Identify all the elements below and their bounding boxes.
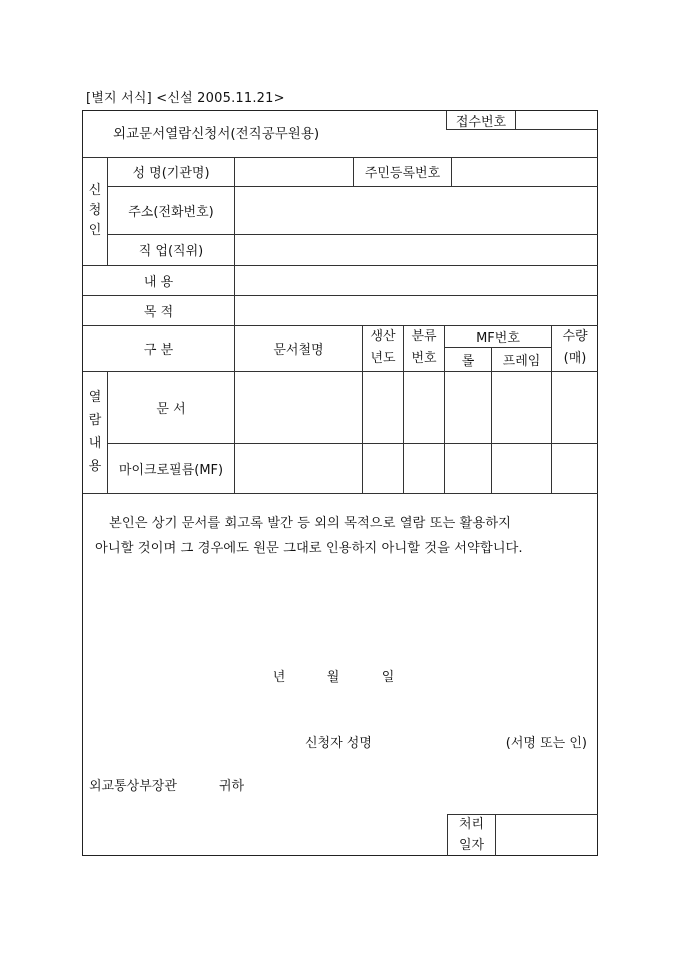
viewing-section-label (83, 371, 107, 493)
category-header: 구 분 (143, 342, 174, 358)
pledge-line: 본인은 상기 문서를 회고록 발간 등 외의 목적으로 열람 또는 활용하지 (109, 516, 511, 531)
label-char: 내 (88, 436, 102, 451)
purpose-label: 목 적 (143, 304, 174, 320)
processing-date-field[interactable] (496, 814, 596, 856)
occupation-field[interactable] (235, 234, 597, 265)
divider (83, 493, 598, 494)
header-line: 수량 (562, 329, 588, 344)
label-char: 신 (88, 183, 102, 198)
header-line: 년도 (370, 351, 396, 366)
signature-note: (서명 또는 인) (505, 735, 587, 751)
purpose-field[interactable] (235, 295, 597, 325)
label-char: 인 (88, 223, 102, 238)
label-char: 람 (88, 413, 102, 428)
address-label: 주소(전화번호) (128, 204, 214, 220)
form-annex-note: [별지 서식] <신설 2005.11.21> (86, 91, 285, 106)
honorific: 귀하 (219, 778, 245, 794)
applicant-signature-label: 신청자 성명 (305, 735, 372, 751)
mf-number-header: MF번호 (476, 330, 520, 346)
production-year-header (363, 325, 403, 371)
quantity-header (552, 325, 598, 371)
label-char: 열 (88, 390, 102, 405)
label-line: 일자 (458, 838, 485, 853)
date-month-label: 월 (326, 669, 340, 685)
pledge-line: 아니할 것이며 그 경우에도 원문 그대로 인용하지 아니할 것을 서약합니다. (95, 541, 523, 556)
label-line: 처리 (458, 817, 485, 832)
date-day-label: 일 (381, 669, 395, 685)
document-file-name-header: 문서철명 (273, 342, 324, 358)
pledge-statement (95, 511, 587, 561)
receipt-number-label: 접수번호 (455, 114, 507, 130)
label-char: 청 (88, 203, 102, 218)
frame-header: 프레임 (502, 353, 541, 369)
content-field[interactable] (235, 265, 597, 295)
label-char: 용 (88, 459, 102, 474)
address-field[interactable] (235, 186, 597, 234)
processing-date-label (448, 814, 495, 856)
resident-number-label: 주민등록번호 (364, 166, 441, 181)
date-year-label: 년 (272, 669, 286, 685)
occupation-label: 직 업(직위) (138, 244, 204, 259)
application-form (82, 110, 598, 856)
roll-header: 롤 (461, 353, 475, 369)
table-row-category: 문 서 (156, 401, 186, 417)
name-label: 성 명(기관명) (132, 166, 210, 181)
content-label: 내 용 (143, 274, 174, 290)
header-line: 생산 (370, 329, 396, 344)
classification-number-header (404, 325, 444, 371)
name-field[interactable] (235, 157, 353, 186)
header-line: (매) (563, 351, 587, 366)
applicant-section-label (83, 157, 107, 265)
header-line: 분류 (411, 329, 437, 344)
resident-number-field[interactable] (452, 157, 597, 186)
form-title: 외교문서열람신청서(전직공무원용) (113, 126, 320, 142)
table-row-category: 마이크로필름(MF) (118, 462, 224, 478)
addressee: 외교통상부장관 (89, 778, 177, 794)
header-line: 번호 (411, 351, 437, 366)
receipt-number-field[interactable] (516, 111, 596, 129)
